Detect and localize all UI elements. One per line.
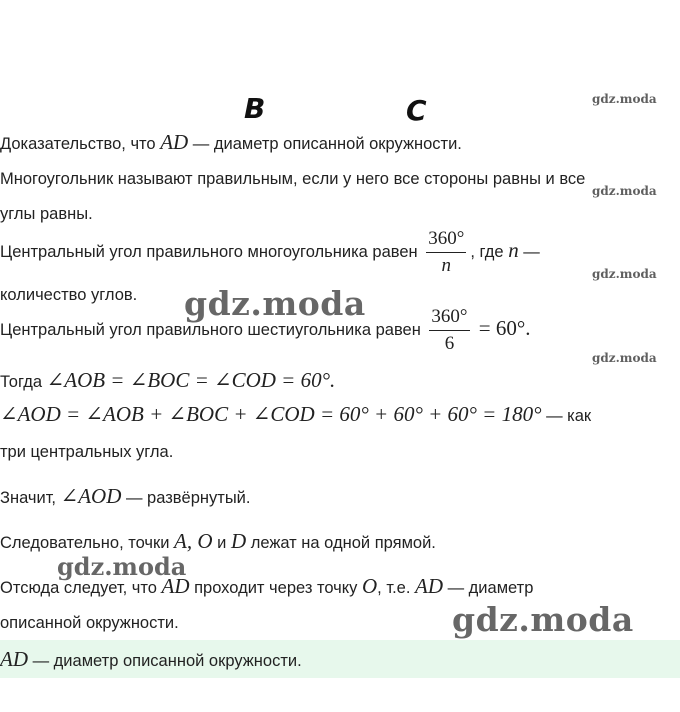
label-b: B	[244, 92, 266, 125]
text-line: Многоугольник называют правильным, если у него все стороны равны и все	[0, 170, 586, 188]
answer-box	[0, 640, 680, 678]
watermark: gdz.moda	[592, 92, 657, 106]
text-line: описанной окружности.	[0, 614, 179, 632]
watermark: gdz.moda	[592, 267, 657, 281]
formula-line: Центральный угол правильного шестиугольника равен $\frac{360^\circ}{6}$ = 60°.	[0, 306, 531, 354]
text-line: три центральных угла.	[0, 443, 174, 461]
formula-line: Значит, ∠AOD — развёрнутый.	[0, 484, 251, 508]
watermark: gdz.moda	[57, 552, 187, 581]
formula-line: Тогда ∠AOB = ∠BOC = ∠COD = 60°.	[0, 368, 336, 392]
proof-heading: Доказательство, что AD — диаметр описанной окружности.	[0, 130, 462, 154]
formula-line: Отсюда следует, что AD проходит через точку O, т.е. AD — диаметр	[0, 574, 534, 598]
watermark: gdz.moda	[592, 184, 657, 198]
answer-text: AD — диаметр описанной окружности.	[0, 647, 302, 671]
watermark: gdz.moda	[592, 351, 657, 365]
fraction: $\frac{360^\circ}{6}$	[431, 306, 468, 354]
label-c: C	[406, 94, 427, 127]
formula-line: ∠AOD = ∠AOB + ∠BOC + ∠COD = 60° + 60° + 60° = 180° — как	[0, 402, 592, 426]
text-line: количество углов.	[0, 286, 138, 304]
fraction: $\frac{360^\circ}{n}$	[428, 228, 465, 276]
watermark: gdz.moda	[452, 600, 634, 639]
text-line: углы равны.	[0, 205, 93, 223]
formula-line: Центральный угол правильного многоугольника равен $\frac{360^\circ}{n}$ , где n —	[0, 228, 540, 276]
formula-line: Следовательно, точки A, O и D лежат на одной прямой.	[0, 529, 436, 553]
watermark: gdz.moda	[184, 284, 366, 323]
